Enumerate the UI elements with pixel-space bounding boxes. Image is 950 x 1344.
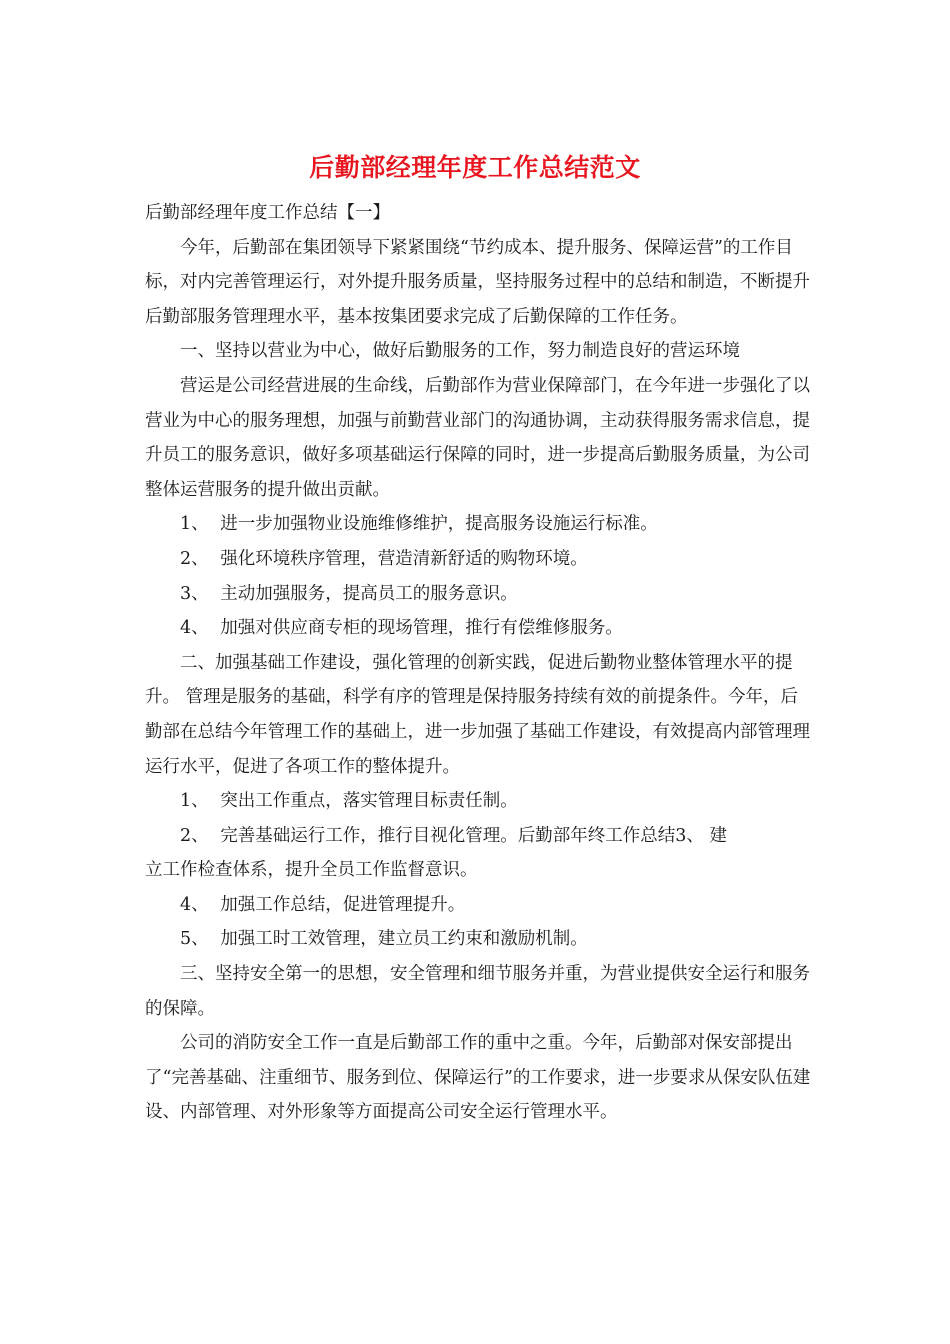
- list-item-number: 5、: [180, 929, 209, 950]
- paragraph-operations: 营运是公司经营进展的生命线，后勤部作为营业保障部门，在今年进一步强化了以营业为中心的服务理想，加强与前勤营业部门的沟通协调，主动获得服务需求信息，提升员工的服务意识，做好多项基础运行保障的同时，进一步提高后勤服务质量，为公司整体运营服务的提升做出贡献。: [145, 375, 810, 500]
- list-item-text: 主动加强服务，提高员工的服务意识。: [220, 583, 518, 604]
- list-item-number: 2、: [180, 548, 209, 569]
- list-item: [145, 611, 813, 646]
- list-item-text: 进一步加强物业设施维修维护，提高服务设施运行标准。: [220, 514, 658, 535]
- section-subtitle: 后勤部经理年度工作总结【一】: [145, 203, 390, 223]
- list-item-number: 3、: [180, 583, 209, 604]
- list-item-text: 突出工作重点，落实管理目标责任制。: [220, 791, 518, 812]
- paragraph-safety: 公司的消防安全工作一直是后勤部工作的重中之重。今年，后勤部对保安部提出了“完善基础、注重细节、服务到位、保障运行”的工作要求，进一步要求从保安队伍建设、内部管理、对外形象等方面提高公司安全运行管理水平。: [145, 1033, 811, 1123]
- list-item-number: 4、: [180, 618, 209, 639]
- list-item-number: 4、: [180, 894, 209, 915]
- list-item-number: 2、: [180, 825, 209, 846]
- list-item: [145, 888, 813, 923]
- list-item-number: 1、: [180, 791, 209, 812]
- heading-one: 一、坚持以营业为中心，做好后勤服务的工作，努力制造良好的营运环境: [180, 341, 740, 362]
- document-body: [145, 196, 813, 1130]
- list-item-text: 加强工时工效管理，建立员工约束和激励机制。: [220, 929, 588, 950]
- list-item-text: 完善基础运行工作，推行目视化管理。后勤部年终工作总结3、 建: [220, 825, 727, 846]
- heading-three: 三、坚持安全第一的思想，安全管理和细节服务并重，为营业提供安全运行和服务的保障。: [145, 964, 810, 1019]
- list-item: [145, 507, 813, 542]
- list-item: [145, 819, 813, 854]
- list-item: [145, 542, 813, 577]
- list-item-number: 1、: [180, 514, 209, 535]
- list-item-text: 加强工作总结，促进管理提升。: [220, 894, 466, 915]
- list-item: [145, 922, 813, 957]
- document-title: 后勤部经理年度工作总结范文: [309, 153, 641, 182]
- list-item-text: 加强对供应商专柜的现场管理，推行有偿维修服务。: [220, 618, 623, 639]
- list-item-text: 强化环境秩序管理，营造清新舒适的购物环境。: [220, 548, 588, 569]
- paragraph-intro: 今年，后勤部在集团领导下紧紧围绕“节约成本、提升服务、保障运营”的工作目标，对内完善管理运行，对外提升服务质量，坚持服务过程中的总结和制造，不断提升后勤部服务管理理水平，基本按集团要求完成了后勤保障的工作任务。: [145, 237, 810, 327]
- heading-two: 二、加强基础工作建设，强化管理的创新实践，促进后勤物业整体管理水平的提升。 管理是服务的基础，科学有序的管理是保持服务持续有效的前提条件。今年，后勤部在总结今年管理工作的基础上，进一步加强了基础工作建设，有效提高内部管理理运行水平，促进了各项工作的整体提升。: [145, 652, 810, 777]
- list-item-continuation: 立工作检查体系，提升全员工作监督意识。: [145, 860, 478, 881]
- list-item: [145, 784, 813, 819]
- list-item: [145, 577, 813, 612]
